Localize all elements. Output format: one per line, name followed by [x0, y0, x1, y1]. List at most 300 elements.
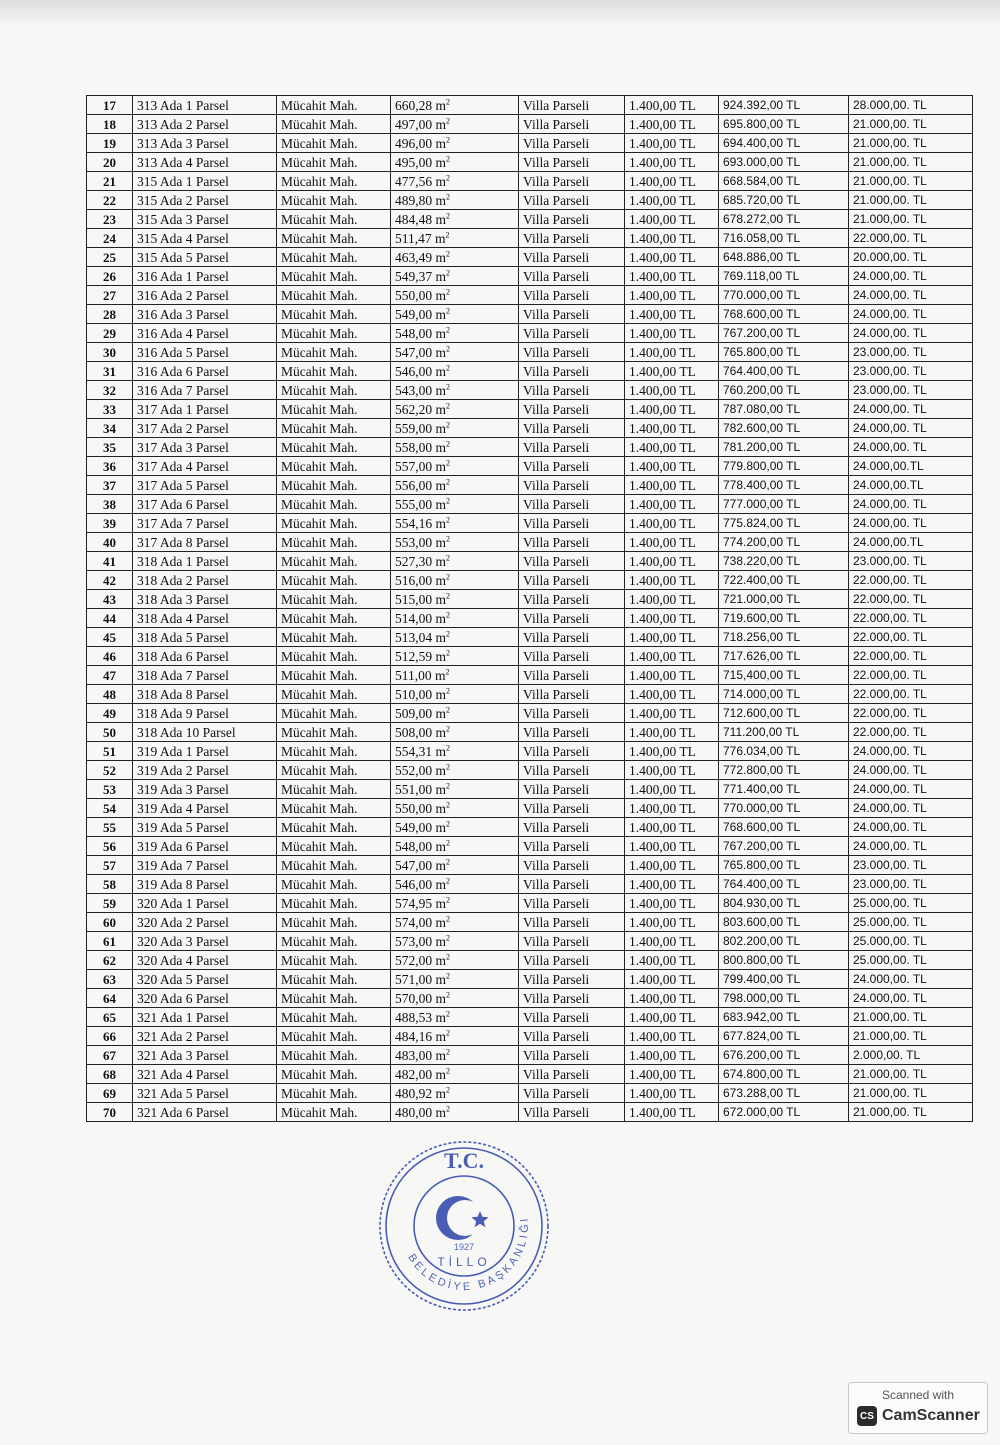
unit-price-cell [625, 248, 719, 267]
table-row [87, 818, 973, 837]
unit-price-cell [625, 305, 719, 324]
row-number-cell [87, 419, 133, 438]
area-unit [432, 478, 450, 493]
deposit-amount-cell [849, 685, 973, 704]
parcel-type: Villa Parseli [523, 325, 590, 341]
total-price-cell [719, 685, 849, 704]
parcel-name: 321 Ada 1 Parsel [137, 1009, 229, 1025]
table-row [87, 343, 973, 362]
row-number: 49 [103, 705, 116, 721]
table-row [87, 419, 973, 438]
area-unit-exponent: 2 [446, 382, 451, 391]
deposit-amount: 23.000,00. TL [853, 876, 927, 891]
area-unit-exponent: 2 [446, 648, 451, 657]
parcel-name-cell [133, 742, 277, 761]
total-price-cell [719, 666, 849, 685]
parcel-type: Villa Parseli [523, 211, 590, 227]
row-number-cell [87, 989, 133, 1008]
table-row [87, 495, 973, 514]
area-unit-base: m [435, 952, 447, 968]
parcel-type: Villa Parseli [523, 838, 590, 854]
parcel-type: Villa Parseli [523, 667, 590, 683]
deposit-amount: 24.000,00. TL [853, 401, 927, 416]
unit-price: 1.400,00 TL [629, 268, 696, 284]
parcel-name-cell [133, 96, 277, 115]
area-unit-base: m [435, 420, 447, 436]
parcel-type: Villa Parseli [523, 895, 590, 911]
total-price-cell [719, 191, 849, 210]
total-price: 771.400,00 TL [723, 781, 801, 796]
total-price: 711.200,00 TL [723, 724, 800, 739]
unit-price: 1.400,00 TL [629, 629, 696, 645]
neighbourhood: Mücahit Mah. [281, 876, 358, 892]
row-number: 44 [103, 610, 116, 626]
parcel-name: 315 Ada 1 Parsel [137, 173, 229, 189]
area-unit [432, 136, 450, 151]
unit-price: 1.400,00 TL [629, 439, 696, 455]
neighbourhood: Mücahit Mah. [281, 382, 358, 398]
parcel-area-cell [391, 913, 519, 932]
parcel-type-cell [519, 1065, 625, 1084]
scan-top-shadow [0, 0, 1000, 26]
area-unit-base: m [435, 762, 447, 778]
table-row [87, 875, 973, 894]
total-price-cell [719, 115, 849, 134]
unit-price-cell [625, 989, 719, 1008]
unit-price-cell [625, 761, 719, 780]
unit-price: 1.400,00 TL [629, 933, 696, 949]
parcel-name-cell [133, 951, 277, 970]
unit-price: 1.400,00 TL [629, 952, 696, 968]
total-price-cell [719, 723, 849, 742]
table-row [87, 799, 973, 818]
area-unit-exponent: 2 [446, 990, 451, 999]
area-unit [432, 877, 450, 892]
total-price: 781.200,00 TL [723, 439, 801, 454]
row-number: 70 [103, 1104, 116, 1120]
neighbourhood: Mücahit Mah. [281, 1066, 358, 1082]
parcel-area-cell [391, 172, 519, 191]
unit-price-cell [625, 1046, 719, 1065]
area-unit-exponent: 2 [446, 800, 451, 809]
deposit-amount: 24.000,00. TL [853, 781, 927, 796]
parcel-area: 562,20 [395, 401, 433, 417]
total-price: 767.200,00 TL [723, 325, 801, 340]
parcel-name: 319 Ada 5 Parsel [137, 819, 229, 835]
neighbourhood-cell [277, 818, 391, 837]
area-unit-base: m [435, 306, 447, 322]
parcel-type: Villa Parseli [523, 629, 590, 645]
neighbourhood-cell [277, 419, 391, 438]
neighbourhood: Mücahit Mah. [281, 135, 358, 151]
area-unit [432, 364, 450, 379]
table-row [87, 96, 973, 115]
parcel-area: 546,00 [395, 363, 433, 379]
parcel-type: Villa Parseli [523, 401, 590, 417]
parcel-type-cell [519, 115, 625, 134]
row-number-cell [87, 552, 133, 571]
area-unit [432, 155, 450, 170]
parcel-name: 320 Ada 5 Parsel [137, 971, 229, 987]
parcel-type: Villa Parseli [523, 743, 590, 759]
crescent-star-icon [436, 1196, 489, 1240]
area-unit-exponent: 2 [446, 1047, 451, 1056]
area-unit-base: m [435, 363, 447, 379]
deposit-amount-cell [849, 476, 973, 495]
deposit-amount: 24.000,00. TL [853, 819, 927, 834]
neighbourhood-cell [277, 495, 391, 514]
unit-price: 1.400,00 TL [629, 135, 696, 151]
total-price: 648.886,00 TL [723, 249, 801, 264]
table-row [87, 1103, 973, 1122]
deposit-amount-cell [849, 400, 973, 419]
area-unit-base: m [435, 591, 447, 607]
deposit-amount: 21.000,00. TL [853, 173, 927, 188]
unit-price: 1.400,00 TL [629, 1009, 696, 1025]
parcel-table [86, 95, 973, 1122]
area-unit [432, 725, 450, 740]
unit-price: 1.400,00 TL [629, 971, 696, 987]
area-unit-exponent: 2 [446, 629, 451, 638]
parcel-type: Villa Parseli [523, 933, 590, 949]
neighbourhood: Mücahit Mah. [281, 439, 358, 455]
parcel-area-cell [391, 875, 519, 894]
deposit-amount-cell [849, 191, 973, 210]
neighbourhood-cell [277, 685, 391, 704]
total-price-cell [719, 514, 849, 533]
neighbourhood-cell [277, 1065, 391, 1084]
unit-price: 1.400,00 TL [629, 686, 696, 702]
parcel-type-cell [519, 229, 625, 248]
deposit-amount-cell [849, 96, 973, 115]
deposit-amount: 22.000,00. TL [853, 591, 927, 606]
neighbourhood-cell [277, 191, 391, 210]
table-row [87, 514, 973, 533]
total-price: 676.200,00 TL [723, 1047, 801, 1062]
total-price: 767.200,00 TL [723, 838, 801, 853]
parcel-type-cell [519, 153, 625, 172]
deposit-amount: 24.000,00. TL [853, 287, 927, 302]
total-price: 800.800,00 TL [723, 952, 801, 967]
neighbourhood-cell [277, 267, 391, 286]
deposit-amount-cell [849, 362, 973, 381]
total-price: 673.288,00 TL [723, 1085, 801, 1100]
deposit-amount: 28.000,00. TL [853, 97, 927, 112]
neighbourhood-cell [277, 457, 391, 476]
deposit-amount: 25.000,00. TL [853, 933, 927, 948]
parcel-name: 319 Ada 8 Parsel [137, 876, 229, 892]
unit-price-cell [625, 913, 719, 932]
parcel-name-cell [133, 932, 277, 951]
neighbourhood: Mücahit Mah. [281, 496, 358, 512]
parcel-name-cell [133, 324, 277, 343]
parcel-type: Villa Parseli [523, 344, 590, 360]
total-price: 683.942,00 TL [723, 1009, 801, 1024]
unit-price-cell [625, 476, 719, 495]
area-unit-base: m [435, 192, 447, 208]
deposit-amount: 24.000,00.TL [853, 534, 924, 549]
parcel-type: Villa Parseli [523, 116, 590, 132]
deposit-amount: 24.000,00. TL [853, 325, 927, 340]
row-number: 59 [103, 895, 116, 911]
neighbourhood: Mücahit Mah. [281, 705, 358, 721]
parcel-area: 558,00 [395, 439, 433, 455]
total-price: 924.392,00 TL [723, 97, 801, 112]
unit-price: 1.400,00 TL [629, 648, 696, 664]
total-price-cell [719, 818, 849, 837]
table-row [87, 457, 973, 476]
area-unit-exponent: 2 [446, 249, 451, 258]
deposit-amount: 21.000,00. TL [853, 1104, 927, 1119]
deposit-amount-cell [849, 742, 973, 761]
parcel-area-cell [391, 495, 519, 514]
area-unit-exponent: 2 [446, 838, 451, 847]
neighbourhood-cell [277, 96, 391, 115]
area-unit-base: m [435, 1009, 447, 1025]
deposit-amount-cell [849, 1065, 973, 1084]
parcel-type-cell [519, 400, 625, 419]
neighbourhood-cell [277, 590, 391, 609]
total-price: 769.118,00 TL [723, 268, 800, 283]
parcel-type-cell [519, 666, 625, 685]
parcel-area-cell [391, 400, 519, 419]
area-unit-base: m [435, 895, 447, 911]
deposit-amount: 24.000,00. TL [853, 762, 927, 777]
table-row [87, 1027, 973, 1046]
total-price: 804.930,00 TL [723, 895, 801, 910]
row-number: 38 [103, 496, 116, 512]
deposit-amount-cell [849, 571, 973, 590]
area-unit-exponent: 2 [446, 458, 451, 467]
parcel-name: 317 Ada 8 Parsel [137, 534, 229, 550]
unit-price: 1.400,00 TL [629, 572, 696, 588]
neighbourhood: Mücahit Mah. [281, 572, 358, 588]
area-unit [432, 174, 450, 189]
table-row [87, 704, 973, 723]
area-unit-base: m [435, 933, 447, 949]
deposit-amount-cell [849, 1084, 973, 1103]
parcel-name: 316 Ada 3 Parsel [137, 306, 229, 322]
total-price-cell [719, 552, 849, 571]
parcel-area: 516,00 [395, 572, 433, 588]
area-unit-base: m [435, 401, 447, 417]
neighbourhood-cell [277, 609, 391, 628]
parcel-name: 316 Ada 4 Parsel [137, 325, 229, 341]
table-row [87, 324, 973, 343]
parcel-name-cell [133, 1027, 277, 1046]
row-number-cell [87, 1065, 133, 1084]
total-price: 799.400,00 TL [723, 971, 801, 986]
area-unit-exponent: 2 [446, 762, 451, 771]
neighbourhood-cell [277, 875, 391, 894]
unit-price: 1.400,00 TL [629, 724, 696, 740]
neighbourhood: Mücahit Mah. [281, 743, 358, 759]
seal-ring-text: BELEDİYE BAŞKANLIĞI [405, 1214, 532, 1294]
row-number-cell [87, 628, 133, 647]
row-number-cell [87, 951, 133, 970]
area-unit-base: m [435, 1047, 447, 1063]
parcel-area-cell [391, 932, 519, 951]
area-unit [432, 1067, 450, 1082]
parcel-area-cell [391, 1008, 519, 1027]
row-number: 47 [103, 667, 116, 683]
parcel-area: 484,16 [395, 1028, 433, 1044]
parcel-area-cell [391, 267, 519, 286]
unit-price: 1.400,00 TL [629, 743, 696, 759]
parcel-name-cell [133, 267, 277, 286]
area-unit-base: m [435, 97, 447, 113]
parcel-name-cell [133, 362, 277, 381]
deposit-amount-cell [849, 1103, 973, 1122]
total-price: 738.220,00 TL [723, 553, 801, 568]
parcel-type: Villa Parseli [523, 990, 590, 1006]
table-row [87, 438, 973, 457]
parcel-area: 489,80 [395, 192, 433, 208]
parcel-type: Villa Parseli [523, 762, 590, 778]
parcel-name-cell [133, 1008, 277, 1027]
neighbourhood-cell [277, 210, 391, 229]
neighbourhood: Mücahit Mah. [281, 895, 358, 911]
parcel-type: Villa Parseli [523, 363, 590, 379]
row-number: 52 [103, 762, 116, 778]
parcel-type-cell [519, 495, 625, 514]
area-unit-base: m [435, 477, 447, 493]
row-number: 57 [103, 857, 116, 873]
area-unit-exponent: 2 [446, 876, 451, 885]
parcel-type: Villa Parseli [523, 819, 590, 835]
parcel-area-cell [391, 286, 519, 305]
area-unit-base: m [435, 534, 447, 550]
parcel-name-cell [133, 666, 277, 685]
table-row [87, 780, 973, 799]
total-price: 765.800,00 TL [723, 344, 801, 359]
area-unit [432, 402, 450, 417]
parcel-type-cell [519, 647, 625, 666]
seal-town-text: TİLLO [437, 1255, 491, 1269]
parcel-type: Villa Parseli [523, 382, 590, 398]
parcel-type: Villa Parseli [523, 173, 590, 189]
row-number: 50 [103, 724, 116, 740]
area-unit [432, 345, 450, 360]
total-price-cell [719, 742, 849, 761]
table-row [87, 856, 973, 875]
table-row [87, 571, 973, 590]
unit-price: 1.400,00 TL [629, 800, 696, 816]
parcel-type: Villa Parseli [523, 610, 590, 626]
table-row [87, 305, 973, 324]
unit-price: 1.400,00 TL [629, 838, 696, 854]
row-number: 21 [103, 173, 116, 189]
unit-price-cell [625, 438, 719, 457]
total-price: 677.824,00 TL [723, 1028, 801, 1043]
unit-price-cell [625, 495, 719, 514]
deposit-amount: 2.000,00. TL [853, 1047, 921, 1062]
parcel-name: 316 Ada 6 Parsel [137, 363, 229, 379]
area-unit-exponent: 2 [446, 515, 451, 524]
unit-price: 1.400,00 TL [629, 97, 696, 113]
parcel-type-cell [519, 875, 625, 894]
row-number-cell [87, 704, 133, 723]
table-row [87, 666, 973, 685]
deposit-amount-cell [849, 970, 973, 989]
total-price-cell [719, 628, 849, 647]
area-unit [432, 1086, 450, 1101]
parcel-area-cell [391, 210, 519, 229]
parcel-area-cell [391, 647, 519, 666]
parcel-area-cell [391, 134, 519, 153]
parcel-area: 482,00 [395, 1066, 433, 1082]
parcel-name: 320 Ada 6 Parsel [137, 990, 229, 1006]
parcel-area: 574,95 [395, 895, 433, 911]
parcel-area: 559,00 [395, 420, 433, 436]
parcel-name-cell [133, 419, 277, 438]
table-row [87, 400, 973, 419]
area-unit-exponent: 2 [446, 496, 451, 505]
parcel-type-cell [519, 362, 625, 381]
total-price-cell [719, 837, 849, 856]
parcel-area-cell [391, 1027, 519, 1046]
total-price: 787.080,00 TL [723, 401, 801, 416]
table-row [87, 172, 973, 191]
area-unit-exponent: 2 [446, 477, 451, 486]
unit-price-cell [625, 647, 719, 666]
parcel-name-cell [133, 571, 277, 590]
row-number: 37 [103, 477, 116, 493]
parcel-type: Villa Parseli [523, 1047, 590, 1063]
neighbourhood: Mücahit Mah. [281, 1104, 358, 1120]
unit-price: 1.400,00 TL [629, 1104, 696, 1120]
parcel-area: 508,00 [395, 724, 433, 740]
unit-price-cell [625, 742, 719, 761]
parcel-name-cell [133, 837, 277, 856]
neighbourhood-cell [277, 134, 391, 153]
area-unit-exponent: 2 [446, 705, 451, 714]
row-number: 33 [103, 401, 116, 417]
parcel-area: 510,00 [395, 686, 433, 702]
parcel-area-cell [391, 153, 519, 172]
unit-price-cell [625, 172, 719, 191]
neighbourhood-cell [277, 761, 391, 780]
neighbourhood: Mücahit Mah. [281, 477, 358, 493]
table-row [87, 476, 973, 495]
table-row [87, 894, 973, 913]
area-unit [432, 706, 450, 721]
neighbourhood-cell [277, 343, 391, 362]
parcel-name-cell [133, 780, 277, 799]
unit-price: 1.400,00 TL [629, 857, 696, 873]
unit-price-cell [625, 1008, 719, 1027]
parcel-type-cell [519, 552, 625, 571]
parcel-name: 318 Ada 2 Parsel [137, 572, 229, 588]
area-unit-exponent: 2 [446, 116, 451, 125]
total-price: 721.000,00 TL [723, 591, 801, 606]
row-number-cell [87, 780, 133, 799]
parcel-area: 547,00 [395, 857, 433, 873]
camscanner-scanned-label: Scanned with [881, 1388, 955, 1402]
parcel-name: 317 Ada 4 Parsel [137, 458, 229, 474]
deposit-amount-cell [849, 248, 973, 267]
parcel-area: 546,00 [395, 876, 433, 892]
total-price: 765.800,00 TL [723, 857, 801, 872]
parcel-area: 554,16 [395, 515, 433, 531]
deposit-amount: 24.000,00. TL [853, 971, 927, 986]
total-price: 722.400,00 TL [723, 572, 801, 587]
unit-price-cell [625, 685, 719, 704]
deposit-amount-cell [849, 1008, 973, 1027]
parcel-area: 551,00 [395, 781, 433, 797]
neighbourhood: Mücahit Mah. [281, 781, 358, 797]
unit-price-cell [625, 894, 719, 913]
